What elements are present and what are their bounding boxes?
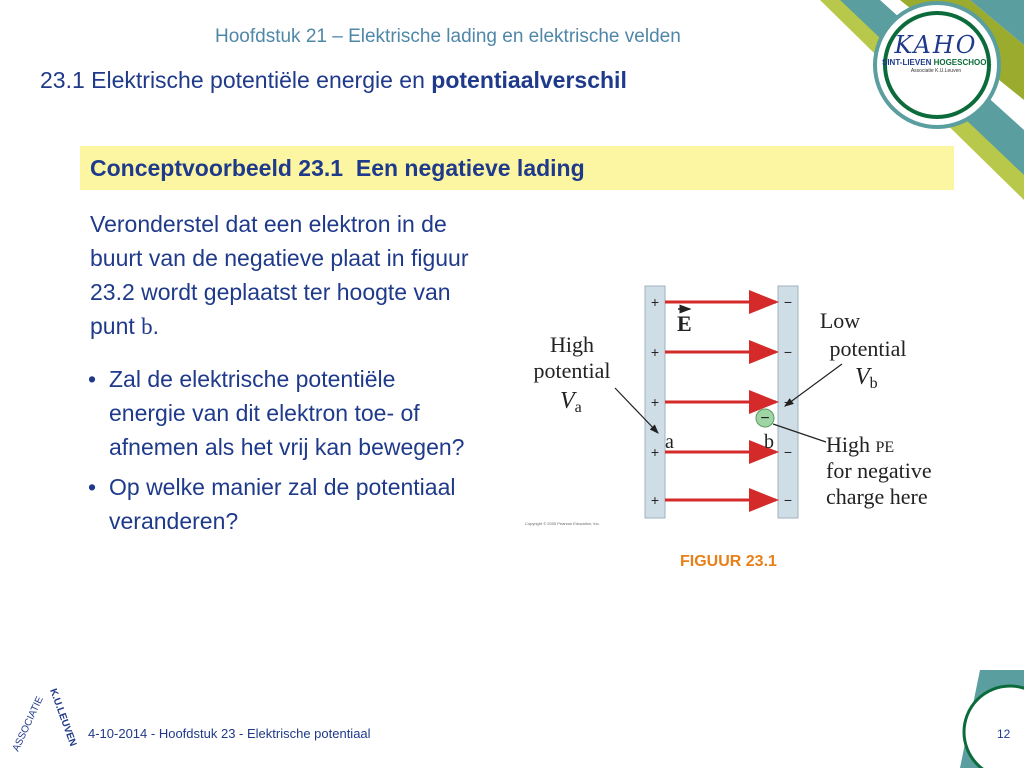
plus-sign: + (650, 294, 660, 310)
high-label-line2: potential (533, 358, 611, 383)
minus-sign: − (783, 492, 793, 508)
section-title-bold: potentiaalverschil (431, 67, 627, 93)
figure-copyright: Copyright © 2005 Pearson Education, Inc. (525, 521, 600, 526)
section-title-prefix: 23.1 Elektrische potentiële energie en (40, 67, 432, 93)
intro-point: b (141, 314, 153, 339)
low-label-line2: potential (829, 336, 907, 361)
footer-text: 4-10-2014 - Hoofdstuk 23 - Elektrische potentiaal (88, 726, 371, 741)
concept-heading: Een negatieve lading (355, 155, 585, 181)
point-b-label: b (764, 431, 774, 453)
minus-sign: − (783, 294, 793, 310)
minus-sign: − (783, 394, 793, 410)
question-text: Op welke manier zal de potentiaal veranderen? (109, 474, 456, 534)
intro-text: Veronderstel dat een elektron in de buurt van de negatieve plaat in figuur 23.2 wordt geplaatst ter hoogte van punt (90, 211, 469, 339)
page-number: 12 (997, 727, 1011, 741)
footer-decoration (940, 670, 1024, 768)
logo-sub-right: HOGESCHOOL (933, 58, 992, 67)
minus-sign: − (783, 444, 793, 460)
intro-paragraph (90, 207, 500, 344)
plus-sign: + (650, 394, 660, 410)
minus-sign: − (783, 344, 793, 360)
field-vector-label (677, 309, 692, 336)
logo-sub-left: SINT-LIEVEN (882, 58, 932, 67)
bullet-icon: • (88, 366, 97, 392)
capacitor-figure (520, 278, 960, 533)
logo-wordmark: KAHO (894, 31, 978, 59)
stamp-line2: K.U.LEUVEN (47, 687, 79, 748)
plus-sign: + (650, 492, 660, 508)
high-potential-symbol: Va (560, 388, 582, 416)
school-logo (882, 32, 990, 75)
field-label: E (677, 311, 692, 336)
pe-label-line2: for negative (826, 458, 932, 483)
low-potential-symbol: Vb (855, 364, 878, 392)
charge-sign: − (760, 410, 770, 427)
intro-end: . (152, 313, 160, 339)
question-list (88, 362, 468, 544)
bullet-icon: • (88, 474, 97, 500)
logo-tagline: Associatie K.U.Leuven (910, 68, 962, 74)
section-title (40, 67, 627, 94)
concept-label: Conceptvoorbeeld 23.1 (90, 155, 344, 181)
plus-sign: + (650, 344, 660, 360)
chapter-title: Hoofdstuk 21 – Elektrische lading en elektrische velden (215, 26, 681, 47)
stamp-line1: ASSOCIATIE (10, 694, 46, 754)
pe-label-line1: High PE (826, 432, 895, 457)
high-label-line1: High (550, 332, 594, 357)
point-a-label: a (665, 431, 674, 453)
concept-title (90, 155, 585, 182)
low-label-line1: Low (819, 308, 861, 333)
association-stamp (10, 680, 80, 760)
figure-caption: FIGUUR 23.1 (680, 553, 777, 570)
list-item (88, 362, 468, 464)
pe-label-line3: charge here (826, 484, 928, 509)
question-text: Zal de elektrische potentiële energie van dit elektron toe- of afnemen als het vrij kan bewegen? (109, 366, 465, 460)
list-item (88, 470, 468, 538)
plus-sign: + (650, 444, 660, 460)
